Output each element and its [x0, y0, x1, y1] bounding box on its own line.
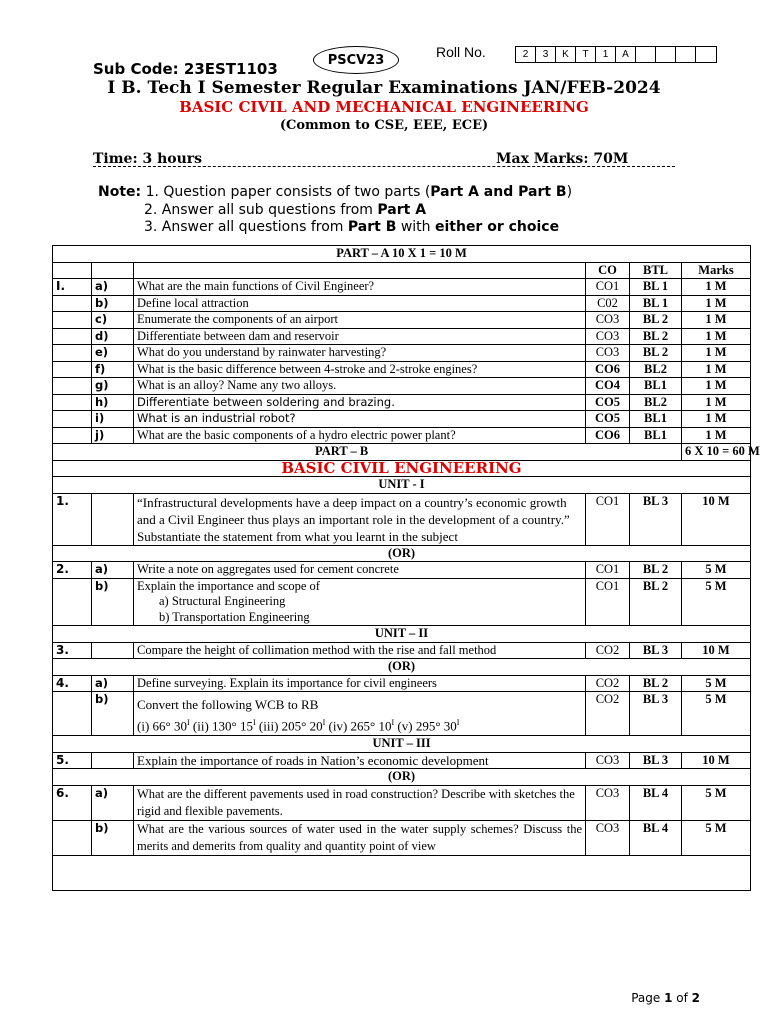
- question-text: What are the basic components of a hydro electric power plant?: [134, 427, 586, 444]
- question-number: 6.: [53, 785, 92, 820]
- question-number: 5.: [53, 752, 92, 769]
- or-row: [53, 769, 751, 786]
- table-row: [53, 562, 751, 579]
- question-text: Compare the height of collimation method with the rise and fall method: [134, 642, 586, 659]
- question-btl: BL 2: [630, 328, 682, 345]
- roll-cell: K: [556, 47, 576, 62]
- instructions-note: [98, 184, 572, 237]
- roll-number-boxes: [515, 46, 717, 63]
- question-marks: 10 M: [682, 642, 751, 659]
- question-label: c): [92, 312, 134, 329]
- question-co: CO3: [586, 785, 630, 820]
- table-row: [53, 394, 751, 411]
- question-btl: BL1: [630, 378, 682, 395]
- question-co: CO1: [586, 578, 630, 626]
- civil-subject-heading: BASIC CIVIL ENGINEERING: [53, 460, 751, 477]
- question-btl: BL 2: [630, 578, 682, 626]
- question-btl: BL 4: [630, 785, 682, 820]
- question-marks: 1 M: [682, 411, 751, 428]
- empty-cell: [53, 855, 751, 890]
- table-row: [53, 295, 751, 312]
- question-btl: BL 2: [630, 675, 682, 692]
- question-marks: 5 M: [682, 785, 751, 820]
- col-marks: Marks: [682, 262, 751, 279]
- question-text: Differentiate between soldering and brazing.: [134, 394, 586, 411]
- question-btl: BL 2: [630, 345, 682, 362]
- question-marks: 5 M: [682, 692, 751, 736]
- table-row: [53, 752, 751, 769]
- question-marks: 1 M: [682, 427, 751, 444]
- roll-cell: [696, 47, 716, 62]
- question-co: CO2: [586, 675, 630, 692]
- table-row: [53, 675, 751, 692]
- question-label: d): [92, 328, 134, 345]
- question-text: Define local attraction: [134, 295, 586, 312]
- page-number: Page 1 of 2: [631, 991, 700, 1005]
- or-divider: (OR): [53, 659, 751, 676]
- table-row: [53, 493, 751, 545]
- unit-2-heading: UNIT – II: [53, 626, 751, 643]
- sub-item: a) Structural Engineering: [159, 594, 286, 608]
- question-btl: BL 4: [630, 820, 682, 855]
- unit-row: [53, 626, 751, 643]
- question-btl: BL2: [630, 394, 682, 411]
- question-label: a): [92, 785, 134, 820]
- question-btl: BL 2: [630, 312, 682, 329]
- question-label: g): [92, 378, 134, 395]
- question-text: What is an alloy? Name any two alloys.: [134, 378, 586, 395]
- question-main-text: Explain the importance and scope of: [137, 578, 320, 593]
- question-label: j): [92, 427, 134, 444]
- roll-cell: [636, 47, 656, 62]
- question-label: b): [92, 295, 134, 312]
- note-line-3: 3. Answer all questions from Part B with either or choice: [144, 219, 560, 235]
- question-label: h): [92, 394, 134, 411]
- question-text: What are the various sources of water used in the water supply schemes? Discuss the merits and demerits from quality and quantity point of view: [134, 820, 586, 855]
- table-row: [53, 312, 751, 329]
- question-label: a): [92, 562, 134, 579]
- part-b-heading-row: [53, 444, 751, 461]
- question-btl: BL 3: [630, 692, 682, 736]
- question-text: Differentiate between dam and reservoir: [134, 328, 586, 345]
- question-marks: 1 M: [682, 295, 751, 312]
- table-row: [53, 692, 751, 736]
- note-line-2: 2. Answer all sub questions from Part A: [144, 201, 427, 218]
- subject-head-row: [53, 460, 751, 477]
- unit-row: [53, 477, 751, 494]
- table-row: [53, 411, 751, 428]
- question-co: CO4: [586, 378, 630, 395]
- question-text: [134, 578, 586, 626]
- section-number: I.: [53, 279, 92, 296]
- or-divider: (OR): [53, 769, 751, 786]
- question-number: 2.: [53, 562, 92, 579]
- question-marks: 1 M: [682, 328, 751, 345]
- question-number: 1.: [53, 493, 92, 545]
- question-marks: 5 M: [682, 820, 751, 855]
- question-text: Define surveying. Explain its importance for civil engineers: [134, 675, 586, 692]
- table-row: [53, 328, 751, 345]
- blank-row: [53, 855, 751, 890]
- roll-cell: [656, 47, 676, 62]
- or-row: [53, 659, 751, 676]
- roll-cell: [676, 47, 696, 62]
- question-co: CO1: [586, 562, 630, 579]
- question-co: CO5: [586, 411, 630, 428]
- table-row: [53, 361, 751, 378]
- sub-item: b) Transportation Engineering: [159, 609, 310, 624]
- roll-cell: 2: [516, 47, 536, 62]
- roll-cell: 3: [536, 47, 556, 62]
- question-marks: 1 M: [682, 279, 751, 296]
- question-btl: BL 3: [630, 752, 682, 769]
- question-marks: 1 M: [682, 378, 751, 395]
- or-divider: (OR): [53, 545, 751, 562]
- common-branches: (Common to CSE, EEE, ECE): [279, 118, 489, 133]
- question-text: What do you understand by rainwater harvesting?: [134, 345, 586, 362]
- question-label: a): [92, 279, 134, 296]
- question-marks: 1 M: [682, 361, 751, 378]
- table-row: [53, 345, 751, 362]
- question-btl: BL 1: [630, 295, 682, 312]
- question-text: “Infrastructural developments have a deep impact on a country’s economic growth and a Civil Engineer thus plays an important role in the development of a country.” Substantiate the statement from what you learnt in the subject: [134, 493, 586, 545]
- question-text: Write a note on aggregates used for cement concrete: [134, 562, 586, 579]
- question-co: CO2: [586, 642, 630, 659]
- question-label: a): [92, 675, 134, 692]
- unit-3-heading: UNIT – III: [53, 736, 751, 753]
- question-text: [134, 692, 586, 736]
- question-label: b): [92, 578, 134, 626]
- question-marks: 1 M: [682, 345, 751, 362]
- question-btl: BL1: [630, 411, 682, 428]
- question-marks: 5 M: [682, 562, 751, 579]
- subject-title: BASIC CIVIL AND MECHANICAL ENGINEERING: [179, 98, 589, 116]
- table-row: [53, 820, 751, 855]
- roll-cell: A: [616, 47, 636, 62]
- roll-number-label: Roll No.: [436, 44, 486, 60]
- question-text: What are the different pavements used in road construction? Describe with sketches the rigid and flexible pavements.: [134, 785, 586, 820]
- question-co: CO6: [586, 361, 630, 378]
- roll-cell: 1: [596, 47, 616, 62]
- question-text: What are the main functions of Civil Engineer?: [134, 279, 586, 296]
- separator-line: [93, 166, 675, 167]
- table-row: [53, 279, 751, 296]
- unit-row: [53, 736, 751, 753]
- unit-1-heading: UNIT - I: [53, 477, 751, 494]
- question-co: CO3: [586, 820, 630, 855]
- question-label: i): [92, 411, 134, 428]
- question-marks: 1 M: [682, 312, 751, 329]
- exam-time: Time: 3 hours: [93, 151, 203, 167]
- question-number: 4.: [53, 675, 92, 692]
- question-co: CO3: [586, 345, 630, 362]
- col-co: CO: [586, 262, 630, 279]
- question-paper-table: [52, 245, 760, 891]
- table-row: [53, 785, 751, 820]
- part-b-heading: PART – B: [53, 444, 682, 461]
- part-a-heading-row: [53, 246, 751, 263]
- col-btl: BTL: [630, 262, 682, 279]
- question-marks: 5 M: [682, 675, 751, 692]
- question-co: CO3: [586, 328, 630, 345]
- question-btl: BL2: [630, 361, 682, 378]
- subject-code: Sub Code: 23EST1103: [93, 60, 278, 78]
- question-text: Enumerate the components of an airport: [134, 312, 586, 329]
- table-row: [53, 642, 751, 659]
- question-co: CO1: [586, 493, 630, 545]
- question-co: CO2: [586, 692, 630, 736]
- max-marks: Max Marks: 70M: [496, 151, 629, 167]
- question-number: 3.: [53, 642, 92, 659]
- question-marks: 5 M: [682, 578, 751, 626]
- part-a-heading: PART – A 10 X 1 = 10 M: [53, 246, 751, 263]
- question-text: What is the basic difference between 4-stroke and 2-stroke engines?: [134, 361, 586, 378]
- question-text: What is an industrial robot?: [134, 411, 586, 428]
- table-row: [53, 578, 751, 626]
- question-btl: BL 3: [630, 642, 682, 659]
- question-btl: BL 2: [630, 562, 682, 579]
- question-label: b): [92, 692, 134, 736]
- question-marks: 10 M: [682, 493, 751, 545]
- part-b-marks: 6 X 10 = 60 M: [682, 444, 751, 461]
- question-btl: BL 3: [630, 493, 682, 545]
- question-label: b): [92, 820, 134, 855]
- question-main-text: Convert the following WCB to RB: [137, 697, 319, 712]
- question-co: CO3: [586, 752, 630, 769]
- bearings-list: (i) 66° $30^I$ (ii) 130° $15^I$ (iii) 205° $20^I$ (iv) 265° $10^I$ (v) 295° $30^I$: [137, 718, 460, 734]
- table-row: [53, 427, 751, 444]
- question-label: f): [92, 361, 134, 378]
- question-marks: 10 M: [682, 752, 751, 769]
- question-co: CO3: [586, 312, 630, 329]
- or-row: [53, 545, 751, 562]
- paper-code-badge: PSCV23: [313, 46, 399, 74]
- question-co: CO5: [586, 394, 630, 411]
- question-btl: BL 1: [630, 279, 682, 296]
- question-label: e): [92, 345, 134, 362]
- question-marks: 1 M: [682, 394, 751, 411]
- question-co: C02: [586, 295, 630, 312]
- roll-cell: T: [576, 47, 596, 62]
- column-header-row: [53, 262, 751, 279]
- question-text: Explain the importance of roads in Nation’s economic development: [134, 752, 586, 769]
- question-co: CO6: [586, 427, 630, 444]
- question-btl: BL1: [630, 427, 682, 444]
- question-co: CO1: [586, 279, 630, 296]
- note-line-1: Note: 1. Question paper consists of two parts (Part A and Part B): [98, 184, 573, 200]
- exam-title: I B. Tech I Semester Regular Examinations JAN/FEB-2024: [107, 78, 661, 98]
- table-row: [53, 378, 751, 395]
